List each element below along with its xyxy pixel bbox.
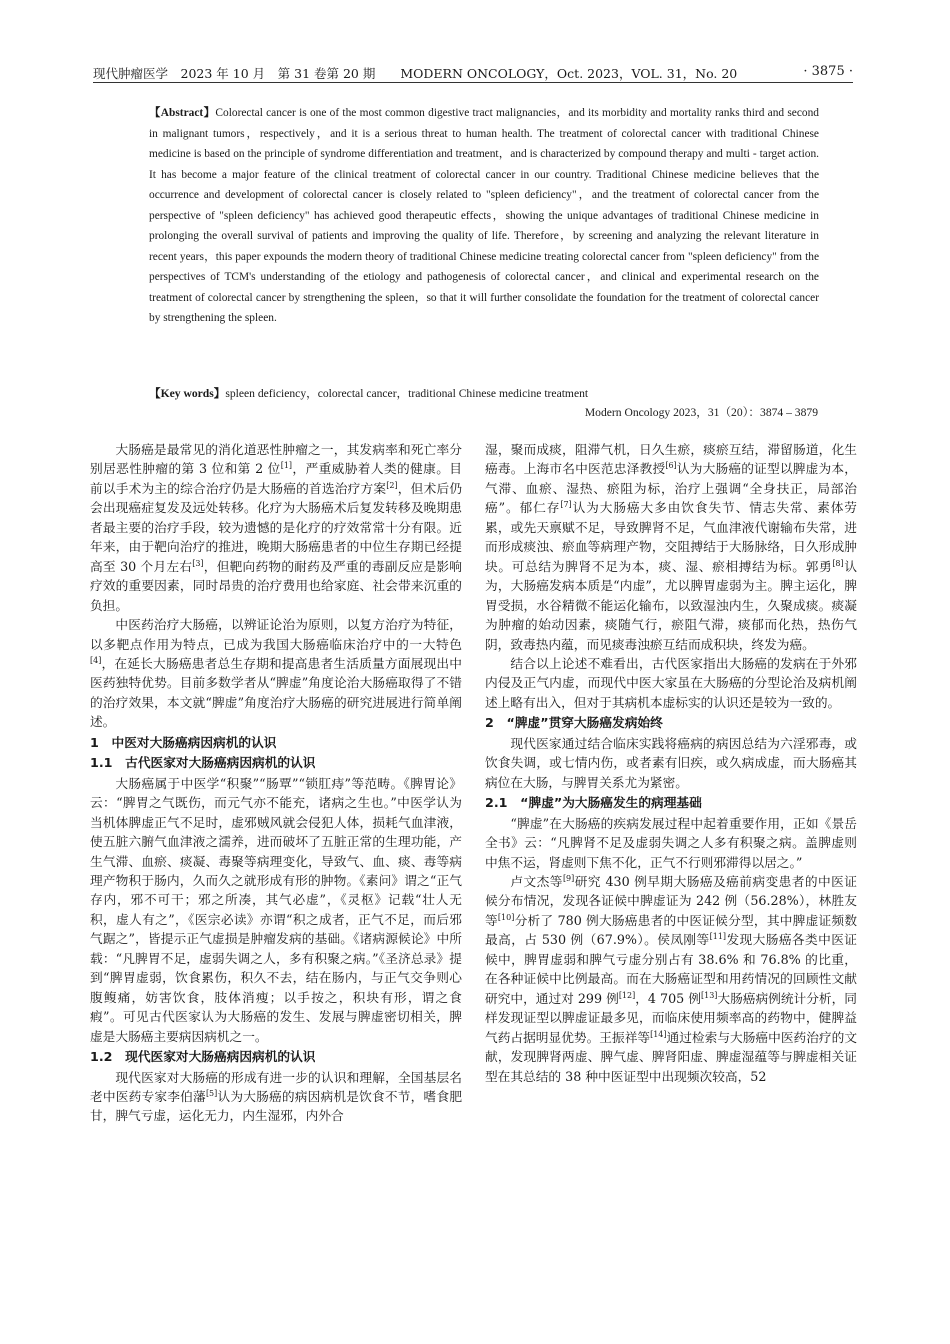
journal-header: 现代肿瘤医学 2023 年 10 月 第 31 卷第 20 期 MODERN ONCOLOGY，Oct. 2023，VOL. 31，No. 20 bbox=[93, 66, 738, 81]
reference: [6] bbox=[665, 461, 677, 471]
paragraph: 中医药治疗大肠癌，以辨证论治为原则，以复方治疗为特征，以多靶点作用为特点，已成为我国大肠癌临床治疗中的一大特色[4]，在延长大肠癌患者总生存期和提高患者生活质量方面展现出中医药独特优势。目前多数学者从“脾虚”角度论治大肠癌取得了不错的治疗效果，本文就“脾虚”角度治疗大肠癌的研究进展进行简单阐述。 bbox=[90, 617, 462, 730]
reference: [11] bbox=[709, 932, 727, 942]
reference: [3] bbox=[192, 558, 204, 568]
running-header bbox=[93, 62, 853, 83]
abstract-text: Colorectal cancer is one of the most common digestive tract malignancies，and its morbidity and mortality ranks third and second in malignant tumors，respectively，and it is a serious threat to human health. The treatment of colorectal cancer with traditional Chinese medicine is based on the principle of syndrome differentiation and treatment，and is characterized by compound therapy and multi - target action. It has become a major feature of the clinical treatment of colorectal cancer in our country. Traditional Chinese medicine believes that the occurrence and development of colorectal cancer is closely related to "spleen deficiency"，and the treatment of colorectal cancer from the perspective of "spleen deficiency" has achieved good therapeutic effects，showing the unique advantages of traditional Chinese medicine in prolonging the overall survival of patients and improving the quality of life. Therefore，by screening and analyzing the relevant literature in recent years，this paper expounds the modern theory of traditional Chinese medicine treating colorectal cancer from "spleen deficiency" from the perspectives of TCM's understanding of the etiology and pathogenesis of colorectal cancer，and clinical and experimental research on the treatment of colorectal cancer by strengthening the spleen，so that it will further consolidate the foundation for the treatment of colorectal cancer by strengthening the spleen. bbox=[149, 107, 820, 324]
reference: [7] bbox=[560, 500, 572, 510]
paragraph: 现代医家通过结合临床实践将癌病的病因总结为六淫邪毒，或饮食失调，或七情内伤，或者素有旧疾，或久病成虚，而大肠癌其病位在大肠，与脾胃关系尤为紧密。 bbox=[485, 735, 857, 790]
section-heading: 1 中医对大肠癌病因病机的认识 bbox=[90, 734, 277, 750]
reference: [4] bbox=[90, 655, 102, 665]
keywords bbox=[149, 385, 819, 403]
subsection-heading: 1.1 古代医家对大肠癌病因病机的认识 bbox=[90, 755, 316, 771]
left-column bbox=[90, 440, 462, 1126]
keywords-text: spleen deficiency，colorectal cancer，traditional Chinese medicine treatment bbox=[225, 387, 589, 400]
abstract-label: 【Abstract】 bbox=[149, 107, 216, 119]
paragraph: 卢文杰等[9]研究 430 例早期大肠癌及癌前病变患者的中医证候分布情况，发现各证候中脾虚证为 242 例（56.28%），林胜友等[10]分析了 780 例大肠癌患者的中医证候分型，其中脾虚证频数最高，占 530 例（67.9%）。侯凤刚等[11]发现大肠癌各类中医证候中，脾胃虚弱和脾气亏虚分别占有 38.6% 和 76.8% 的比重，在各种证候中比例最高。而在大肠癌证型和用药情况的回顾性文献研究中，通过对 299 例[12]，4 705 例[13]大肠癌病例统计分析，同样发现证型以脾虚证最多见，而临床使用频率高的药物中，健脾益气药占据明显优势。王振祥等[14]通过检索与大肠癌中医药治疗的文献，发现脾肾两虚、脾气虚、脾肾阳虚、脾虚湿蕴等与脾虚相关证型在其总结的 38 种中医证型中出现频次较高，52 bbox=[485, 873, 858, 1084]
subsection-heading: 1.2 现代医家对大肠癌病因病机的认识 bbox=[90, 1049, 316, 1065]
reference: [8] bbox=[832, 558, 844, 568]
subsection-heading: 2.1 “脾虚”为大肠癌发生的病理基础 bbox=[485, 795, 702, 811]
page-number: · 3875 · bbox=[803, 64, 853, 79]
reference: [10] bbox=[497, 912, 515, 922]
reference: [12] bbox=[618, 990, 636, 1000]
paragraph: “脾虚”在大肠癌的疾病发展过程中起着重要作用，正如《景岳全书》云：“凡脾肾不足及虚弱失调之人多有积聚之病。盖脾虚则中焦不运，肾虚则下焦不化，正气不行则邪滞得以居之。” bbox=[485, 815, 857, 870]
keywords-label: 【Key words】 bbox=[149, 387, 226, 400]
reference: [9] bbox=[562, 873, 575, 883]
paragraph: 现代医家对大肠癌的形成有进一步的认识和理解，全国基层名老中医药专家李伯藩[5]认为大肠癌的病因病机是饮食不节，嗜食肥甘，脾气亏虚，运化无力，内生湿邪，内外合 bbox=[90, 1069, 463, 1124]
paragraph: 湿，聚而成痰，阻滞气机，日久生瘀，痰瘀互结，滞留肠道，化生癌毒。上海市名中医范忠泽教授[6]认为大肠癌的证型以脾虚为本，气滞、血瘀、湿热、瘀阻为标，治疗上强调“全身扶正，局部治癌”。郁仁存[7]认为大肠癌大多由饮食失节、情志失常、素体劳累，或先天禀赋不足，导致脾肾不足，气血津液代谢输布失常，进而形成痰浊、瘀血等病理产物，交阻搏结于大肠脉络，日久形成肿块。可总结为脾肾不足为本，痰、湿、瘀相搏结为标。郭勇[8]认为，大肠癌发病本质是“内虚”，尤以脾胃虚弱为主。脾主运化，脾胃受损，水谷精微不能运化输布，以致湿浊内生，久聚成痰。痰凝为肿瘤的始动因素，痰随气行，瘀阻气滞，痰郁而化热，热伤气阴，致毒热内蕴，而见痰毒浊瘀互结而成积块，终发为癌。 bbox=[485, 442, 858, 652]
reference: [2] bbox=[386, 480, 398, 490]
paragraph: 结合以上论述不难看出，古代医家指出大肠癌的发病在于外邪内侵及正气内虚，而现代中医大家虽在大肠癌的分型论治及病机阐述上略有出入，但对于其病机本虚标实的认识还是较为一致的。 bbox=[485, 655, 857, 710]
reference: [14] bbox=[650, 1029, 667, 1039]
paragraph: 大肠癌属于中医学“积聚”“肠覃”“锁肛痔”等范畴。《脾胃论》云：“脾胃之气既伤，而元气亦不能充，诸病之生也。”中医学认为当机体脾虚正气不足时，虚邪贼风就会侵犯人体，损耗气血津液，使五脏六腑气血津液之濡养，进而破坏了五脏正常的生理功能，产生气滞、血瘀、痰凝、毒聚等病理变化，导致气、血、痰、毒等病理产物积于肠内，久而久之就形成有形的肿物。《素问》谓之“正气存内，邪不可干；邪之所凑，其气必虚”，《灵枢》记载“壮人无积，虚人有之”，《医宗必读》亦谓“积之成者，正气不足，而后邪气踞之”，皆提示正气虚损是肿瘤发病的基础。《诸病源候论》中所载：“凡脾胃不足，虚弱失调之人，多有积聚之病。”《圣济总录》提到“脾胃虚弱，饮食累伤，积久不去，结在肠内，与正气交争则心腹鳆痛，妨害饮食，肢体消瘦；以手按之，积块有形，谓之食瘕”。可见古代医家认为大肠癌的发生、发展与脾虚密切相关，脾虚是大肠癌主要病因病机之一。 bbox=[90, 775, 462, 1044]
abstract bbox=[149, 103, 819, 329]
reference: [13] bbox=[700, 990, 718, 1000]
right-column bbox=[485, 440, 857, 1086]
reference: [5] bbox=[205, 1088, 218, 1098]
reference: [1] bbox=[280, 461, 293, 471]
paragraph: 大肠癌是最常见的消化道恶性肿瘤之一，其发病率和死亡率分别居恶性肿瘤的第 3 位和第 2 位[1]，严重威胁着人类的健康。目前以手术为主的综合治疗仍是大肠癌的首选治疗方案[2]，但术后仍会出现癌症复发及远处转移。化疗为大肠癌术后复发转移及晚期患者最主要的治疗手段，较为遗憾的是化疗的疗效常常十分有限。近年来，由于靶向治疗的推进，晚期大肠癌患者的中位生存期已经提高至 30 个月左右[3]，但靶向药物的耐药及严重的毒副反应是影响疗效的重要因素，同时昂贵的治疗费用也给家庭、社会带来沉重的负担。 bbox=[90, 442, 463, 613]
citation: Modern Oncology 2023，31（20）：3874 – 3879 bbox=[584, 406, 818, 419]
section-heading: 2 “脾虚”贯穿大肠癌发病始终 bbox=[485, 715, 663, 731]
